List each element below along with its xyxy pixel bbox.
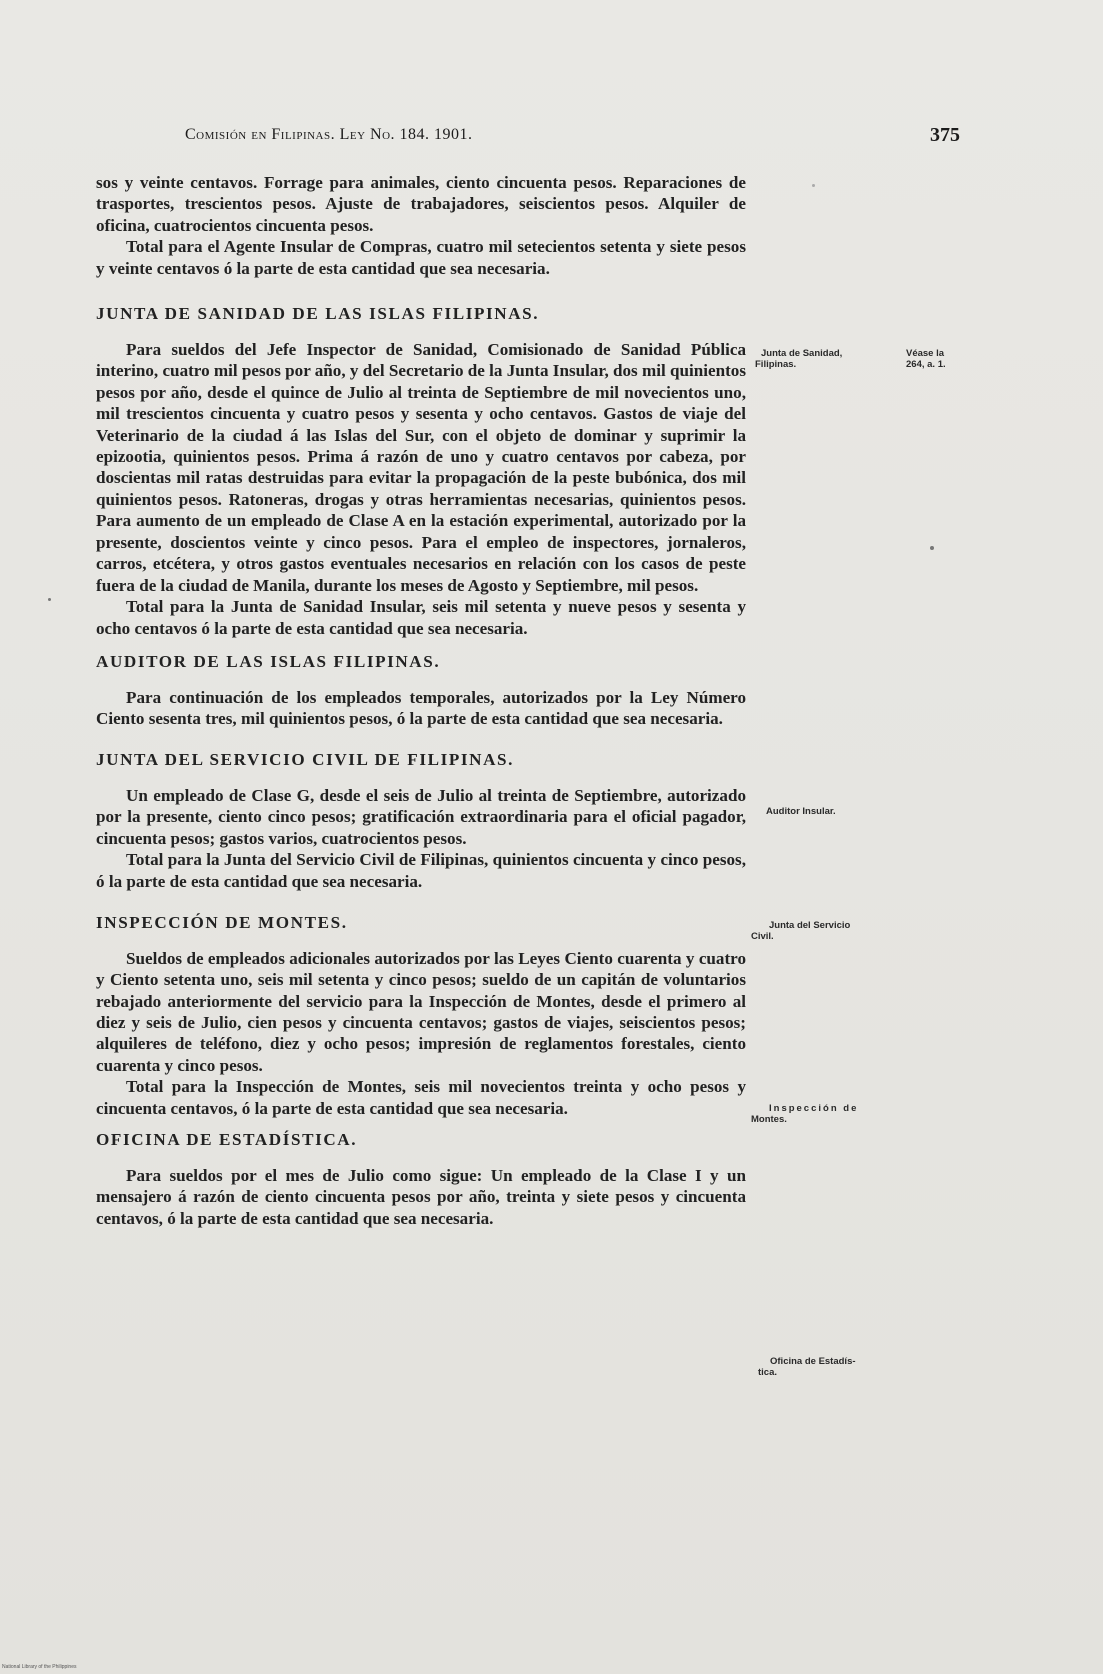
main-text-column	[96, 172, 746, 1229]
section-heading-montes: INSPECCIÓN DE MONTES.	[96, 913, 348, 933]
running-title: Comisión en Filipinas. Ley No. 184. 1901.	[185, 126, 473, 143]
paragraph-servicio-civil-total: Total para la Junta del Servicio Civil de Filipinas, quinientos cincuenta y cinco pesos, ó la parte de esta cantidad que sea necesaria.	[96, 850, 746, 891]
paragraph-auditor: Para continuación de los empleados temporales, autorizados por la Ley Número Ciento sesenta tres, mil quinientos pesos, ó la parte de esta cantidad que sea necesaria.	[96, 687, 746, 728]
paragraph-estadistica: Para sueldos por el mes de Julio como sigue: Un empleado de la Clase I y un mensajero á razón de ciento cincuenta pesos por año, treinta y siete pesos y cincuenta centavos, ó la parte de esta cantidad que sea necesaria.	[96, 1165, 746, 1228]
margin-note-sanidad	[755, 348, 842, 370]
paragraph-sanidad-total: Total para la Junta de Sanidad Insular, seis mil setenta y nueve pesos y sesenta y ocho centavos ó la parte de esta cantidad que sea necesaria.	[96, 597, 746, 638]
section-heading-auditor: AUDITOR DE LAS ISLAS FILIPINAS.	[96, 652, 441, 672]
margin-note-servicio-line1: Junta del Servicio	[769, 920, 851, 931]
margin-note-estadistica-line1: Oficina de Estadís-	[770, 1356, 856, 1367]
margin-note-sanidad-line2: Filipinas.	[755, 359, 797, 370]
margin-note-montes-line1: Inspección de	[769, 1103, 859, 1114]
paragraph-montes-total: Total para la Inspección de Montes, seis mil novecientos treinta y ocho pesos y cincuenta centavos, ó la parte de esta cantidad que sea necesaria.	[96, 1077, 746, 1118]
scan-credit: National Library of the Philippines	[2, 1664, 77, 1670]
section-heading-servicio-civil: JUNTA DEL SERVICIO CIVIL DE FILIPINAS.	[96, 750, 514, 770]
paragraph-sanidad: Para sueldos del Jefe Inspector de Sanidad, Comisionado de Sanidad Pública interino, cuatro mil pesos por año, y del Secretario de la Junta Insular, dos mil quinientos pesos por año, desde el quince de Julio al treinta de Septiembre de mil novecientos uno, mil trescientos cincuenta y cuatro pesos y sesenta y ocho centavos. Gastos de viaje del Veterinario de la ciudad á las Islas del Sur, con el objeto de dominar y suprimir la epizootia, quinientos pesos. Prima á razón de uno y cuatro centavos por cabeza, por doscientas mil ratas destruidas para evitar la propagación de la peste bubónica, dos mil quinientos pesos. Ratoneras, drogas y otras herramientas necesarias, quinientos pesos. Para aumento de un empleado de Clase A en la estación experimental, autorizado por la presente, doscientos veinte y cinco pesos. Para el empleo de inspectores, jornaleros, carros, etcétera, y otros gastos eventuales necesarios en relación con los casos de peste fuera de la ciudad de Manila, durante los meses de Agosto y Septiembre, mil pesos.	[96, 339, 746, 595]
running-header	[0, 126, 1103, 152]
margin-note-sanidad-line1: Junta de Sanidad,	[761, 348, 843, 359]
paragraph-intro-total: Total para el Agente Insular de Compras, cuatro mil setecientos setenta y siete pesos y veinte centavos ó la parte de esta cantidad que sea necesaria.	[96, 237, 746, 278]
section-heading-sanidad: JUNTA DE SANIDAD DE LAS ISLAS FILIPINAS.	[96, 304, 540, 324]
margin-note-servicio-line2: Civil.	[751, 931, 774, 942]
paper-speck	[48, 598, 51, 601]
margin-note-auditor	[766, 806, 836, 817]
paragraph-montes: Sueldos de empleados adicionales autorizados por las Leyes Ciento cuarenta y cuatro y Ciento setenta uno, seis mil setenta y cinco pesos; sueldo de un capitán de voluntarios rebajado anteriormente del servicio para la Inspección de Montes, desde el primero al diez y seis de Julio, cien pesos y cincuenta centavos; gastos de viajes, seiscientos pesos; alquileres de teléfono, diez y ocho pesos; impresión de reglamentos forestales, ciento cuarenta y cinco pesos.	[96, 948, 746, 1075]
margin-note-montes-line2: Montes.	[751, 1114, 787, 1125]
margin-note-servicio-civil	[751, 920, 850, 942]
section-heading-estadistica: OFICINA DE ESTADÍSTICA.	[96, 1130, 358, 1150]
margin-note-sanidad-ref	[906, 348, 946, 370]
paragraph-intro: sos y veinte centavos. Forrage para animales, ciento cincuenta pesos. Reparaciones de trasportes, trescientos pesos. Ajuste de trabajadores, seiscientos pesos. Alquiler de oficina, cuatrocientos cincuenta pesos.	[96, 173, 746, 235]
paper-speck	[930, 546, 934, 550]
paper-speck	[812, 184, 815, 187]
margin-note-estadistica-line2: tica.	[758, 1367, 778, 1378]
margin-note-auditor-line1: Auditor Insular.	[766, 806, 836, 817]
page-number: 375	[930, 124, 960, 146]
paragraph-servicio-civil: Un empleado de Clase G, desde el seis de Julio al treinta de Septiembre, autorizado por la presente, ciento cinco pesos; gratificación extraordinaria para el oficial pagador, cincuenta pesos; gastos varios, cuatrocientos pesos.	[96, 785, 746, 848]
margin-note-sanidad-ref-line2: 264, a. 1.	[906, 359, 946, 370]
margin-note-sanidad-ref-line1: Véase la	[906, 348, 945, 359]
margin-note-estadistica	[758, 1356, 856, 1378]
margin-note-montes	[751, 1103, 858, 1125]
